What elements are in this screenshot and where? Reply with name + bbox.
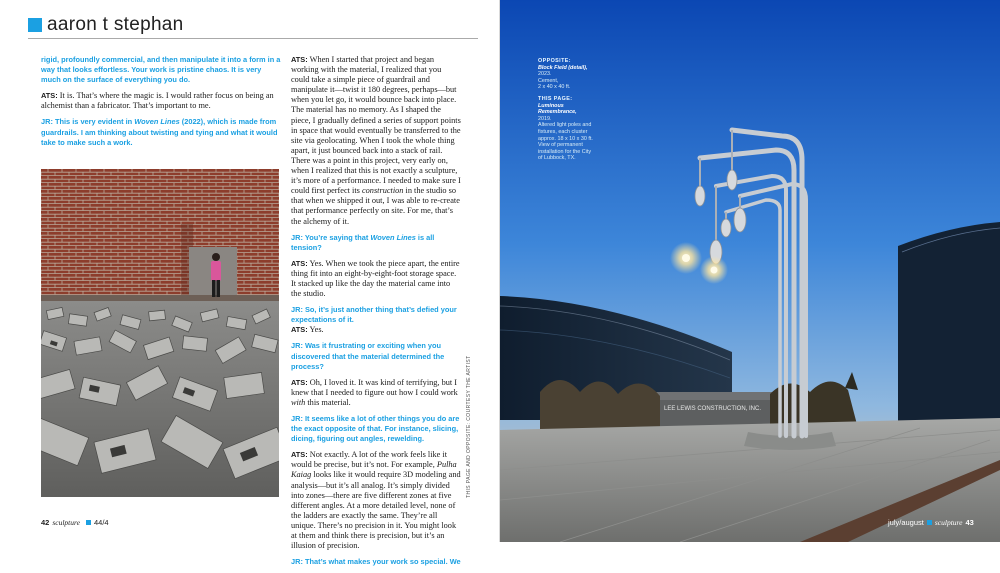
caption-line: of Lubbock, TX. xyxy=(538,155,576,162)
article-title: aaron t stephan xyxy=(47,14,184,35)
block-field-photo xyxy=(41,169,279,497)
caption-line: 2023. xyxy=(538,71,552,78)
caption-line: installation for the City xyxy=(538,148,592,155)
answer-paragraph: ATS: It is. That’s where the magic is. I would rather focus on being an alchemist than a fabricator. That’s important to me. xyxy=(41,91,274,111)
question-paragraph: JR: Was it frustrating or exciting when you discovered that the material determined the process? xyxy=(291,341,445,371)
caption-line: 2 x 40 x 40 ft. xyxy=(538,84,571,91)
caption-line: Altered light poles and xyxy=(538,122,592,129)
question-paragraph: rigid, profoundly commercial, and then manipulate it into a form in a way that looks effortless. Your work is pristine chaos. It is very much on the surface of everything you do. xyxy=(41,55,281,85)
question-paragraph: JR: That’s what makes your work so special. We xyxy=(291,557,461,567)
right-folio xyxy=(888,518,974,527)
caption-this-label: THIS PAGE: xyxy=(538,95,573,102)
caption-line: approx. 18 x 10 x 30 ft. xyxy=(538,135,593,142)
text-column-1 xyxy=(41,55,281,154)
header-divider xyxy=(28,38,478,39)
answer-paragraph: ATS: Not exactly. A lot of the work feels like it would be precise, but it’s not. For example, Pulha Kaiag looks like it would require 3D modeling and analysis—but it’s all analog. It’s simply divided into zones—there are five different zones at five different angles. At a more detailed level, none of the ladders are exactly the same. They’re all unique. There’s no precision in it. You might look at them and think there is precision, but it’s an illusion of precision. xyxy=(291,450,461,551)
caption-line: 2019. xyxy=(538,115,552,122)
answer-paragraph: ATS: When I started that project and began working with the material, I realized that you could take a simple piece of guardrail and manipulate it—twist it 180 degrees, perhaps—but when you let go, it would bounce back into place. The material has no memory. As I shaped the piece, I gradually defined a series of support points in space that would eventually be transferred to the site via geolocating. When I took the whole thing apart, it just bounced back into a stack of rail. There was a point in this project, very early on, when I realized that this is not exactly a sculpture, it’s more of a performance. I needed to make sure I could first perfect its construction in the studio so that when we shipped it out, I was able to re-create that performance perfectly on site. For me, that’s the alchemy of it. xyxy=(291,55,461,226)
answer-paragraph: ATS: Yes. When we took the piece apart, the entire thing fit into an eight-by-eight-foot storage space. It stacked up like the day the material came into the studio. xyxy=(291,258,460,299)
issue-number: 44/4 xyxy=(93,518,109,527)
page-number: 42 xyxy=(41,518,50,527)
question-paragraph: JR: You’re saying that Woven Lines is all tension? xyxy=(291,232,435,252)
issue-date: july/august xyxy=(888,518,924,527)
block-field-image xyxy=(41,169,279,497)
image-caption xyxy=(538,58,622,162)
magazine-name: sculpture xyxy=(52,518,80,527)
folio-accent-square xyxy=(86,520,91,525)
question-paragraph: JR: It seems like a lot of other things you do are the exact opposite of that. For instance, slicing, dicing, figuring out angles, rewelding. xyxy=(291,414,460,444)
photo-credit: THIS PAGE AND OPPOSITE: COURTESY THE ARTIST xyxy=(466,355,472,498)
question-paragraph: JR: This is very evident in Woven Lines (2022), which is made from guardrails. I am thinking about twisting and tying and what it would take to make such a work. xyxy=(41,117,278,147)
caption-this-title: Remembrance, xyxy=(538,109,577,116)
question-answer-paragraph: JR: So, it’s just another thing that’s defied your expectations of it. ATS: Yes. xyxy=(291,305,457,335)
magazine-name: sculpture xyxy=(934,518,963,527)
left-folio xyxy=(41,518,109,527)
building-sign: LEE LEWIS CONSTRUCTION, INC. xyxy=(664,406,762,412)
header-accent-square xyxy=(28,18,42,32)
caption-line: View of permanent xyxy=(538,142,583,149)
answer-paragraph: ATS: Oh, I loved it. It was kind of terrifying, but I knew that I needed to figure out how I could work with this material. xyxy=(291,377,458,407)
caption-this-title: Luminous xyxy=(538,102,564,109)
text-column-2 xyxy=(291,55,461,573)
caption-line: Cement, xyxy=(538,77,559,84)
folio-accent-square xyxy=(927,520,932,525)
right-page xyxy=(500,0,1000,542)
page-number: 43 xyxy=(965,518,974,527)
caption-opposite-label: OPPOSITE: xyxy=(538,58,571,64)
article-header xyxy=(28,14,184,36)
left-page xyxy=(0,0,500,567)
caption-line: fixtures, each cluster xyxy=(538,128,588,135)
caption-opposite-title: Block Field (detail), xyxy=(538,64,588,71)
